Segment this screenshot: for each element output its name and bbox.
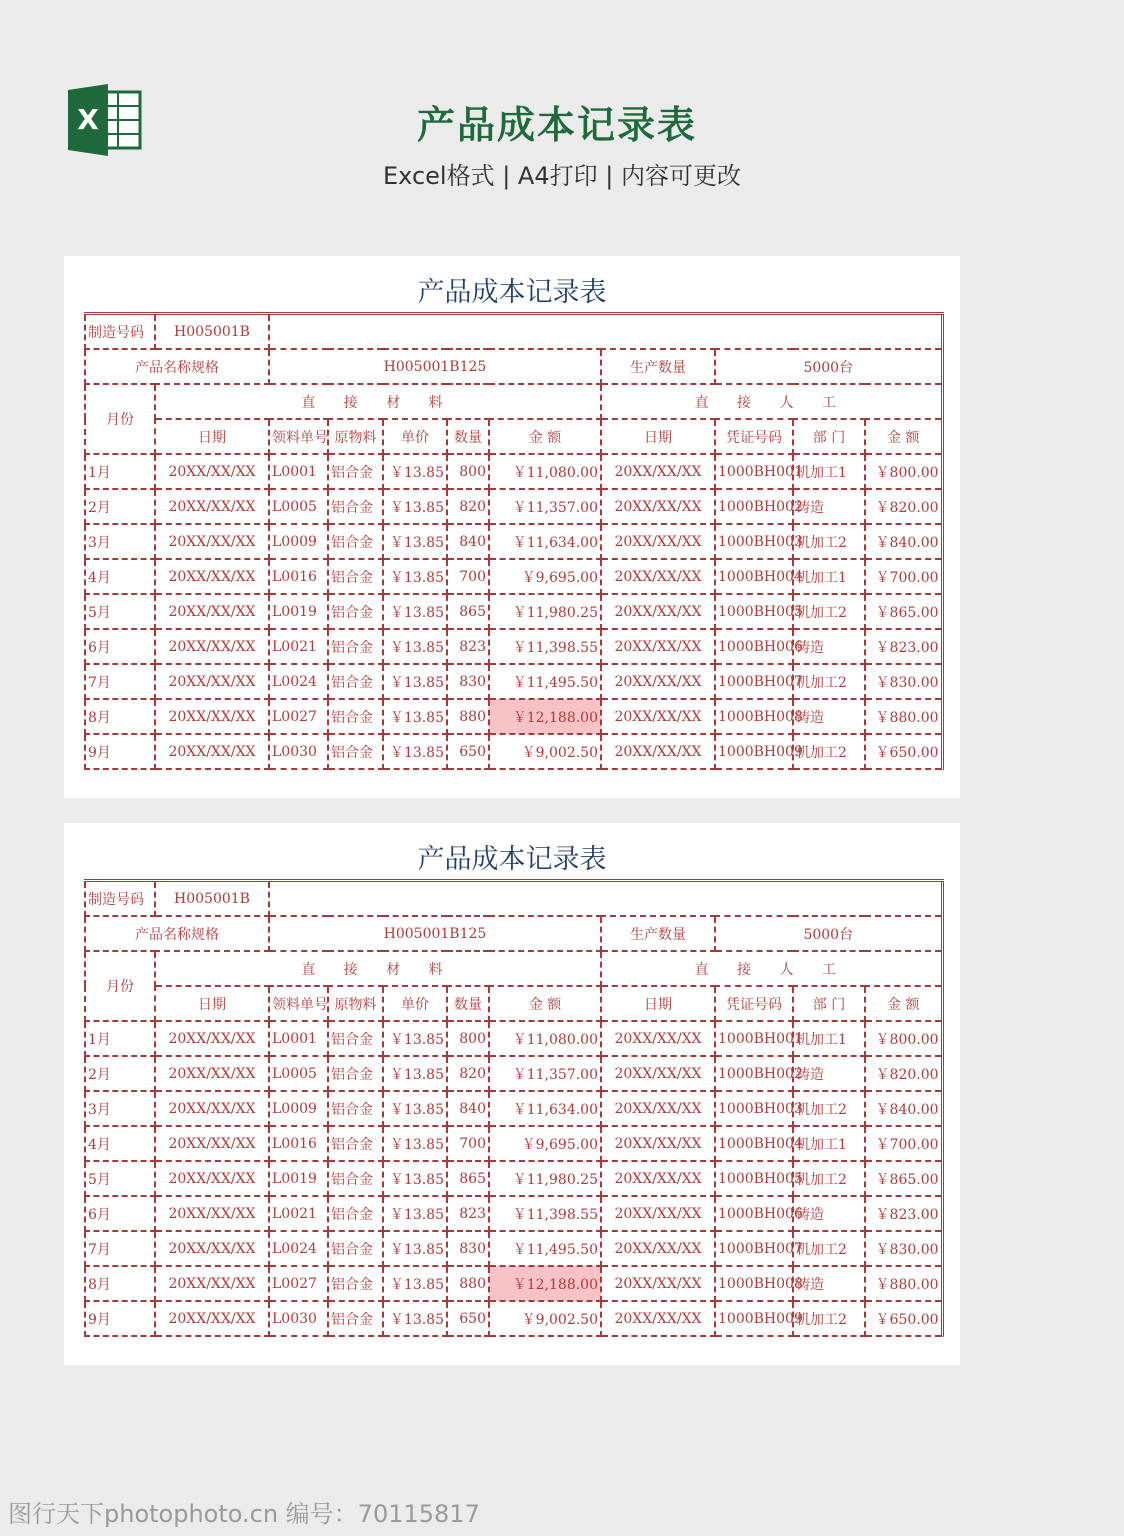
cell-amount2[interactable]: ￥820.00	[865, 1056, 942, 1091]
cell-amount2[interactable]: ￥880.00	[865, 699, 942, 734]
cell-voucher[interactable]: 1000BH002	[715, 1056, 793, 1091]
cell-month[interactable]: 8月	[85, 699, 155, 734]
col-amount: 金 额	[489, 419, 601, 454]
cell-month[interactable]: 4月	[85, 559, 155, 594]
cell-voucher[interactable]: 1000BH002	[715, 489, 793, 524]
cell-amount2[interactable]: ￥820.00	[865, 489, 942, 524]
cell-price[interactable]: ￥13.85	[383, 559, 447, 594]
table-row	[85, 1126, 942, 1161]
cell-date2[interactable]: 20XX/XX/XX	[601, 1056, 715, 1091]
cell-qty[interactable]: 800	[447, 454, 489, 489]
cell-qty[interactable]: 880	[447, 699, 489, 734]
cell-voucher[interactable]: 1000BH008	[715, 699, 793, 734]
cell-date[interactable]: 20XX/XX/XX	[155, 1266, 269, 1301]
cell-voucher[interactable]: 1000BH006	[715, 1196, 793, 1231]
qty-label: 生产数量	[601, 349, 715, 384]
table-row	[85, 734, 942, 769]
table-row	[85, 454, 942, 489]
col-req: 领料单号	[269, 986, 328, 1021]
cell-price[interactable]: ￥13.85	[383, 1091, 447, 1126]
cell-dept[interactable]: 铸造	[793, 1266, 865, 1301]
cell-date2[interactable]: 20XX/XX/XX	[601, 1021, 715, 1056]
cell-material[interactable]: 铝合金	[328, 1126, 383, 1161]
cell-dept[interactable]: 机加工1	[793, 454, 865, 489]
cell-amount2[interactable]: ￥840.00	[865, 524, 942, 559]
cell-amount2[interactable]: ￥865.00	[865, 1161, 942, 1196]
cell-dept[interactable]: 机加工2	[793, 1091, 865, 1126]
cost-table	[84, 312, 944, 770]
cell-req[interactable]: L0005	[269, 489, 328, 524]
code-label: 制造号码	[85, 881, 155, 917]
col-material: 原物料	[328, 419, 383, 454]
cell-amount[interactable]: ￥11,980.25	[489, 594, 601, 629]
col-date2: 日期	[601, 986, 715, 1021]
material-group-header: 直 接 材 料	[155, 384, 601, 419]
cell-req[interactable]: L0027	[269, 699, 328, 734]
cell-amount[interactable]: ￥11,398.55	[489, 629, 601, 664]
col-dept: 部 门	[793, 986, 865, 1021]
col-price: 单价	[383, 419, 447, 454]
cell-price[interactable]: ￥13.85	[383, 1056, 447, 1091]
cell-amount[interactable]: ￥9,695.00	[489, 559, 601, 594]
cell-date[interactable]: 20XX/XX/XX	[155, 594, 269, 629]
cell-amount2[interactable]: ￥650.00	[865, 734, 942, 769]
cell-amount[interactable]: ￥11,357.00	[489, 1056, 601, 1091]
cell-qty[interactable]: 880	[447, 1266, 489, 1301]
cell-req[interactable]: L0019	[269, 1161, 328, 1196]
cell-qty[interactable]: 650	[447, 734, 489, 769]
cell-dept[interactable]: 机加工2	[793, 734, 865, 769]
cell-date[interactable]: 20XX/XX/XX	[155, 1161, 269, 1196]
cell-material[interactable]: 铝合金	[328, 1301, 383, 1336]
spec-label: 产品名称规格	[85, 349, 269, 384]
cell-amount2[interactable]: ￥650.00	[865, 1301, 942, 1336]
cell-price[interactable]: ￥13.85	[383, 1231, 447, 1266]
cell-price[interactable]: ￥13.85	[383, 1021, 447, 1056]
cell-voucher[interactable]: 1000BH007	[715, 1231, 793, 1266]
cell-material[interactable]: 铝合金	[328, 1231, 383, 1266]
cell-qty[interactable]: 700	[447, 1126, 489, 1161]
cell-month[interactable]: 1月	[85, 454, 155, 489]
cell-price[interactable]: ￥13.85	[383, 524, 447, 559]
sheet-preview-2	[64, 823, 960, 1365]
cell-dept[interactable]: 机加工2	[793, 1161, 865, 1196]
col-date: 日期	[155, 986, 269, 1021]
cell-dept[interactable]: 机加工2	[793, 524, 865, 559]
cell-voucher[interactable]: 1000BH005	[715, 1161, 793, 1196]
spec-value[interactable]: H005001B125	[269, 349, 601, 384]
code-value[interactable]: H005001B	[155, 314, 269, 350]
material-group-header: 直 接 材 料	[155, 951, 601, 986]
cell-amount[interactable]: ￥11,398.55	[489, 1196, 601, 1231]
cell-date2[interactable]: 20XX/XX/XX	[601, 524, 715, 559]
cell-req[interactable]: L0001	[269, 1021, 328, 1056]
cell-material[interactable]: 铝合金	[328, 734, 383, 769]
qty-label: 生产数量	[601, 916, 715, 951]
cell-req[interactable]: L0030	[269, 1301, 328, 1336]
col-qty: 数量	[447, 419, 489, 454]
cell-price[interactable]: ￥13.85	[383, 454, 447, 489]
cell-amount[interactable]: ￥9,695.00	[489, 1126, 601, 1161]
cell-amount2[interactable]: ￥823.00	[865, 1196, 942, 1231]
col-dept: 部 门	[793, 419, 865, 454]
table-row	[85, 489, 942, 524]
cell-req[interactable]: L0009	[269, 1091, 328, 1126]
cost-table	[84, 879, 944, 1337]
cell-price[interactable]: ￥13.85	[383, 664, 447, 699]
cell-month[interactable]: 3月	[85, 1091, 155, 1126]
cell-date[interactable]: 20XX/XX/XX	[155, 489, 269, 524]
cell-dept[interactable]: 铸造	[793, 489, 865, 524]
cell-amount[interactable]: ￥11,980.25	[489, 1161, 601, 1196]
cell-req[interactable]: L0019	[269, 594, 328, 629]
cell-date2[interactable]: 20XX/XX/XX	[601, 699, 715, 734]
table-row	[85, 664, 942, 699]
labor-group-header: 直 接 人 工	[601, 951, 942, 986]
cell-qty[interactable]: 820	[447, 1056, 489, 1091]
cell-material[interactable]: 铝合金	[328, 594, 383, 629]
cell-req[interactable]: L0016	[269, 559, 328, 594]
cell-voucher[interactable]: 1000BH003	[715, 1091, 793, 1126]
cell-price[interactable]: ￥13.85	[383, 1161, 447, 1196]
cell-month[interactable]: 5月	[85, 594, 155, 629]
col-date: 日期	[155, 419, 269, 454]
cell-amount2[interactable]: ￥865.00	[865, 594, 942, 629]
watermark: 图行天下photophoto.cn 编号：70115817	[8, 1500, 480, 1528]
cell-material[interactable]: 铝合金	[328, 1161, 383, 1196]
cell-amount2[interactable]: ￥830.00	[865, 664, 942, 699]
cell-price[interactable]: ￥13.85	[383, 699, 447, 734]
table-row	[85, 1021, 942, 1056]
cell-voucher[interactable]: 1000BH001	[715, 454, 793, 489]
cell-material[interactable]: 铝合金	[328, 559, 383, 594]
cell-price[interactable]: ￥13.85	[383, 1126, 447, 1161]
cell-qty[interactable]: 820	[447, 489, 489, 524]
labor-group-header: 直 接 人 工	[601, 384, 942, 419]
cell-month[interactable]: 1月	[85, 1021, 155, 1056]
cell-date[interactable]: 20XX/XX/XX	[155, 559, 269, 594]
group-header-row	[85, 951, 942, 986]
cell-voucher[interactable]: 1000BH005	[715, 594, 793, 629]
cell-amount[interactable]: ￥11,080.00	[489, 1021, 601, 1056]
cell-amount2[interactable]: ￥823.00	[865, 629, 942, 664]
cell-qty[interactable]: 823	[447, 629, 489, 664]
cell-date[interactable]: 20XX/XX/XX	[155, 699, 269, 734]
cell-amount[interactable]: ￥11,634.00	[489, 524, 601, 559]
cell-voucher[interactable]: 1000BH001	[715, 1021, 793, 1056]
cell-price[interactable]: ￥13.85	[383, 1301, 447, 1336]
cell-dept[interactable]: 机加工2	[793, 1231, 865, 1266]
cell-date2[interactable]: 20XX/XX/XX	[601, 1161, 715, 1196]
code-row	[85, 881, 942, 917]
month-header: 月份	[85, 951, 155, 1021]
cell-date[interactable]: 20XX/XX/XX	[155, 1196, 269, 1231]
cell-date[interactable]: 20XX/XX/XX	[155, 1231, 269, 1266]
col-amount: 金 额	[489, 986, 601, 1021]
col-date2: 日期	[601, 419, 715, 454]
col-price: 单价	[383, 986, 447, 1021]
col-voucher: 凭证号码	[715, 986, 793, 1021]
cell-req[interactable]: L0021	[269, 1196, 328, 1231]
sheet-preview-1	[64, 256, 960, 798]
cell-amount-highlighted[interactable]: ￥12,188.00	[489, 1266, 601, 1301]
cell-qty[interactable]: 865	[447, 1161, 489, 1196]
cell-date[interactable]: 20XX/XX/XX	[155, 524, 269, 559]
cell-price[interactable]: ￥13.85	[383, 1196, 447, 1231]
cell-month[interactable]: 7月	[85, 1231, 155, 1266]
table-row	[85, 1196, 942, 1231]
cell-amount2[interactable]: ￥700.00	[865, 559, 942, 594]
cell-voucher[interactable]: 1000BH008	[715, 1266, 793, 1301]
cell-material[interactable]: 铝合金	[328, 489, 383, 524]
cell-month[interactable]: 7月	[85, 664, 155, 699]
col-material: 原物料	[328, 986, 383, 1021]
cell-date2[interactable]: 20XX/XX/XX	[601, 629, 715, 664]
col-amount2: 金 额	[865, 419, 942, 454]
code-label: 制造号码	[85, 314, 155, 350]
cell-amount[interactable]: ￥11,495.50	[489, 1231, 601, 1266]
cell-dept[interactable]: 铸造	[793, 699, 865, 734]
cell-voucher[interactable]: 1000BH004	[715, 1126, 793, 1161]
cell-material[interactable]: 铝合金	[328, 454, 383, 489]
cell-voucher[interactable]: 1000BH009	[715, 1301, 793, 1336]
page-subtitle: Excel格式 | A4打印 | 内容可更改	[383, 162, 741, 190]
cell-month[interactable]: 2月	[85, 1056, 155, 1091]
col-voucher: 凭证号码	[715, 419, 793, 454]
cell-material[interactable]: 铝合金	[328, 1091, 383, 1126]
table-row	[85, 1266, 942, 1301]
cell-voucher[interactable]: 1000BH009	[715, 734, 793, 769]
cell-price[interactable]: ￥13.85	[383, 594, 447, 629]
col-amount2: 金 额	[865, 986, 942, 1021]
cell-date2[interactable]: 20XX/XX/XX	[601, 1126, 715, 1161]
cell-date[interactable]: 20XX/XX/XX	[155, 1056, 269, 1091]
cell-month[interactable]: 5月	[85, 1161, 155, 1196]
cell-qty[interactable]: 840	[447, 1091, 489, 1126]
cell-price[interactable]: ￥13.85	[383, 489, 447, 524]
cell-voucher[interactable]: 1000BH007	[715, 664, 793, 699]
col-qty: 数量	[447, 986, 489, 1021]
cell-amount2[interactable]: ￥800.00	[865, 1021, 942, 1056]
cell-date[interactable]: 20XX/XX/XX	[155, 1021, 269, 1056]
cell-amount[interactable]: ￥11,080.00	[489, 454, 601, 489]
cell-month[interactable]: 3月	[85, 524, 155, 559]
cell-dept[interactable]: 机加工2	[793, 594, 865, 629]
header	[0, 0, 1024, 230]
cell-req[interactable]: L0027	[269, 1266, 328, 1301]
cell-dept[interactable]: 铸造	[793, 1196, 865, 1231]
col-req: 领料单号	[269, 419, 328, 454]
cell-date2[interactable]: 20XX/XX/XX	[601, 734, 715, 769]
cell-req[interactable]: L0009	[269, 524, 328, 559]
cell-amount[interactable]: ￥11,357.00	[489, 489, 601, 524]
table-row	[85, 1091, 942, 1126]
cell-qty[interactable]: 865	[447, 594, 489, 629]
excel-icon-letter: X	[77, 103, 99, 136]
cell-dept[interactable]: 铸造	[793, 629, 865, 664]
table-row	[85, 1231, 942, 1266]
cell-voucher[interactable]: 1000BH006	[715, 629, 793, 664]
column-header-row	[85, 986, 942, 1021]
spec-value[interactable]: H005001B125	[269, 916, 601, 951]
cell-month[interactable]: 9月	[85, 734, 155, 769]
cell-date[interactable]: 20XX/XX/XX	[155, 1126, 269, 1161]
cell-date2[interactable]: 20XX/XX/XX	[601, 664, 715, 699]
cell-material[interactable]: 铝合金	[328, 629, 383, 664]
cell-material[interactable]: 铝合金	[328, 664, 383, 699]
month-header: 月份	[85, 384, 155, 454]
cell-date[interactable]: 20XX/XX/XX	[155, 1091, 269, 1126]
cell-material[interactable]: 铝合金	[328, 699, 383, 734]
cell-dept[interactable]: 机加工1	[793, 1021, 865, 1056]
cell-month[interactable]: 4月	[85, 1126, 155, 1161]
table-row	[85, 699, 942, 734]
cell-date2[interactable]: 20XX/XX/XX	[601, 1091, 715, 1126]
cell-date2[interactable]: 20XX/XX/XX	[601, 489, 715, 524]
cell-date[interactable]: 20XX/XX/XX	[155, 454, 269, 489]
cell-amount2[interactable]: ￥700.00	[865, 1126, 942, 1161]
cell-req[interactable]: L0024	[269, 1231, 328, 1266]
cell-date2[interactable]: 20XX/XX/XX	[601, 594, 715, 629]
spec-label: 产品名称规格	[85, 916, 269, 951]
cell-req[interactable]: L0021	[269, 629, 328, 664]
cell-amount[interactable]: ￥11,495.50	[489, 664, 601, 699]
table-row	[85, 1301, 942, 1336]
cell-date[interactable]: 20XX/XX/XX	[155, 1301, 269, 1336]
cell-date[interactable]: 20XX/XX/XX	[155, 629, 269, 664]
cell-req[interactable]: L0005	[269, 1056, 328, 1091]
cell-month[interactable]: 6月	[85, 629, 155, 664]
cell-price[interactable]: ￥13.85	[383, 734, 447, 769]
cell-amount2[interactable]: ￥800.00	[865, 454, 942, 489]
spec-row	[85, 349, 942, 384]
cell-dept[interactable]: 机加工1	[793, 1126, 865, 1161]
cell-month[interactable]: 8月	[85, 1266, 155, 1301]
cell-material[interactable]: 铝合金	[328, 1021, 383, 1056]
cell-date2[interactable]: 20XX/XX/XX	[601, 454, 715, 489]
table-row	[85, 594, 942, 629]
cell-amount-highlighted[interactable]: ￥12,188.00	[489, 699, 601, 734]
cell-date2[interactable]: 20XX/XX/XX	[601, 1231, 715, 1266]
cell-month[interactable]: 2月	[85, 489, 155, 524]
cell-date2[interactable]: 20XX/XX/XX	[601, 559, 715, 594]
cell-material[interactable]: 铝合金	[328, 1196, 383, 1231]
qty-value[interactable]: 5000台	[715, 349, 942, 384]
cell-amount[interactable]: ￥9,002.50	[489, 734, 601, 769]
cell-month[interactable]: 6月	[85, 1196, 155, 1231]
cell-req[interactable]: L0024	[269, 664, 328, 699]
cell-material[interactable]: 铝合金	[328, 1266, 383, 1301]
code-value[interactable]: H005001B	[155, 881, 269, 917]
spec-row	[85, 916, 942, 951]
code-row	[85, 314, 942, 350]
table-row	[85, 1056, 942, 1091]
cell-material[interactable]: 铝合金	[328, 524, 383, 559]
cell-date2[interactable]: 20XX/XX/XX	[601, 1266, 715, 1301]
cell-dept[interactable]: 机加工1	[793, 559, 865, 594]
cell-price[interactable]: ￥13.85	[383, 629, 447, 664]
group-header-row	[85, 384, 942, 419]
cell-req[interactable]: L0001	[269, 454, 328, 489]
cell-amount2[interactable]: ￥840.00	[865, 1091, 942, 1126]
cell-qty[interactable]: 840	[447, 524, 489, 559]
cell-price[interactable]: ￥13.85	[383, 1266, 447, 1301]
cell-amount2[interactable]: ￥830.00	[865, 1231, 942, 1266]
code-blank[interactable]	[269, 314, 942, 350]
column-header-row	[85, 419, 942, 454]
cell-date2[interactable]: 20XX/XX/XX	[601, 1301, 715, 1336]
sheet-title: 产品成本记录表	[417, 844, 607, 875]
page-title: 产品成本记录表	[416, 103, 697, 147]
table-row	[85, 559, 942, 594]
cell-qty[interactable]: 700	[447, 559, 489, 594]
table-row	[85, 1161, 942, 1196]
sheet-title: 产品成本记录表	[417, 277, 607, 308]
cell-voucher[interactable]: 1000BH003	[715, 524, 793, 559]
code-blank[interactable]	[269, 881, 942, 917]
cell-dept[interactable]: 机加工2	[793, 664, 865, 699]
cell-amount2[interactable]: ￥880.00	[865, 1266, 942, 1301]
cell-req[interactable]: L0030	[269, 734, 328, 769]
qty-value[interactable]: 5000台	[715, 916, 942, 951]
cell-amount[interactable]: ￥9,002.50	[489, 1301, 601, 1336]
cell-qty[interactable]: 830	[447, 664, 489, 699]
cell-qty[interactable]: 823	[447, 1196, 489, 1231]
cell-voucher[interactable]: 1000BH004	[715, 559, 793, 594]
cell-qty[interactable]: 800	[447, 1021, 489, 1056]
cell-material[interactable]: 铝合金	[328, 1056, 383, 1091]
cell-date[interactable]: 20XX/XX/XX	[155, 664, 269, 699]
table-row	[85, 629, 942, 664]
cell-qty[interactable]: 650	[447, 1301, 489, 1336]
cell-date2[interactable]: 20XX/XX/XX	[601, 1196, 715, 1231]
cell-dept[interactable]: 铸造	[793, 1056, 865, 1091]
cell-req[interactable]: L0016	[269, 1126, 328, 1161]
table-row	[85, 524, 942, 559]
cell-qty[interactable]: 830	[447, 1231, 489, 1266]
cell-amount[interactable]: ￥11,634.00	[489, 1091, 601, 1126]
cell-dept[interactable]: 机加工2	[793, 1301, 865, 1336]
cell-month[interactable]: 9月	[85, 1301, 155, 1336]
cell-date[interactable]: 20XX/XX/XX	[155, 734, 269, 769]
